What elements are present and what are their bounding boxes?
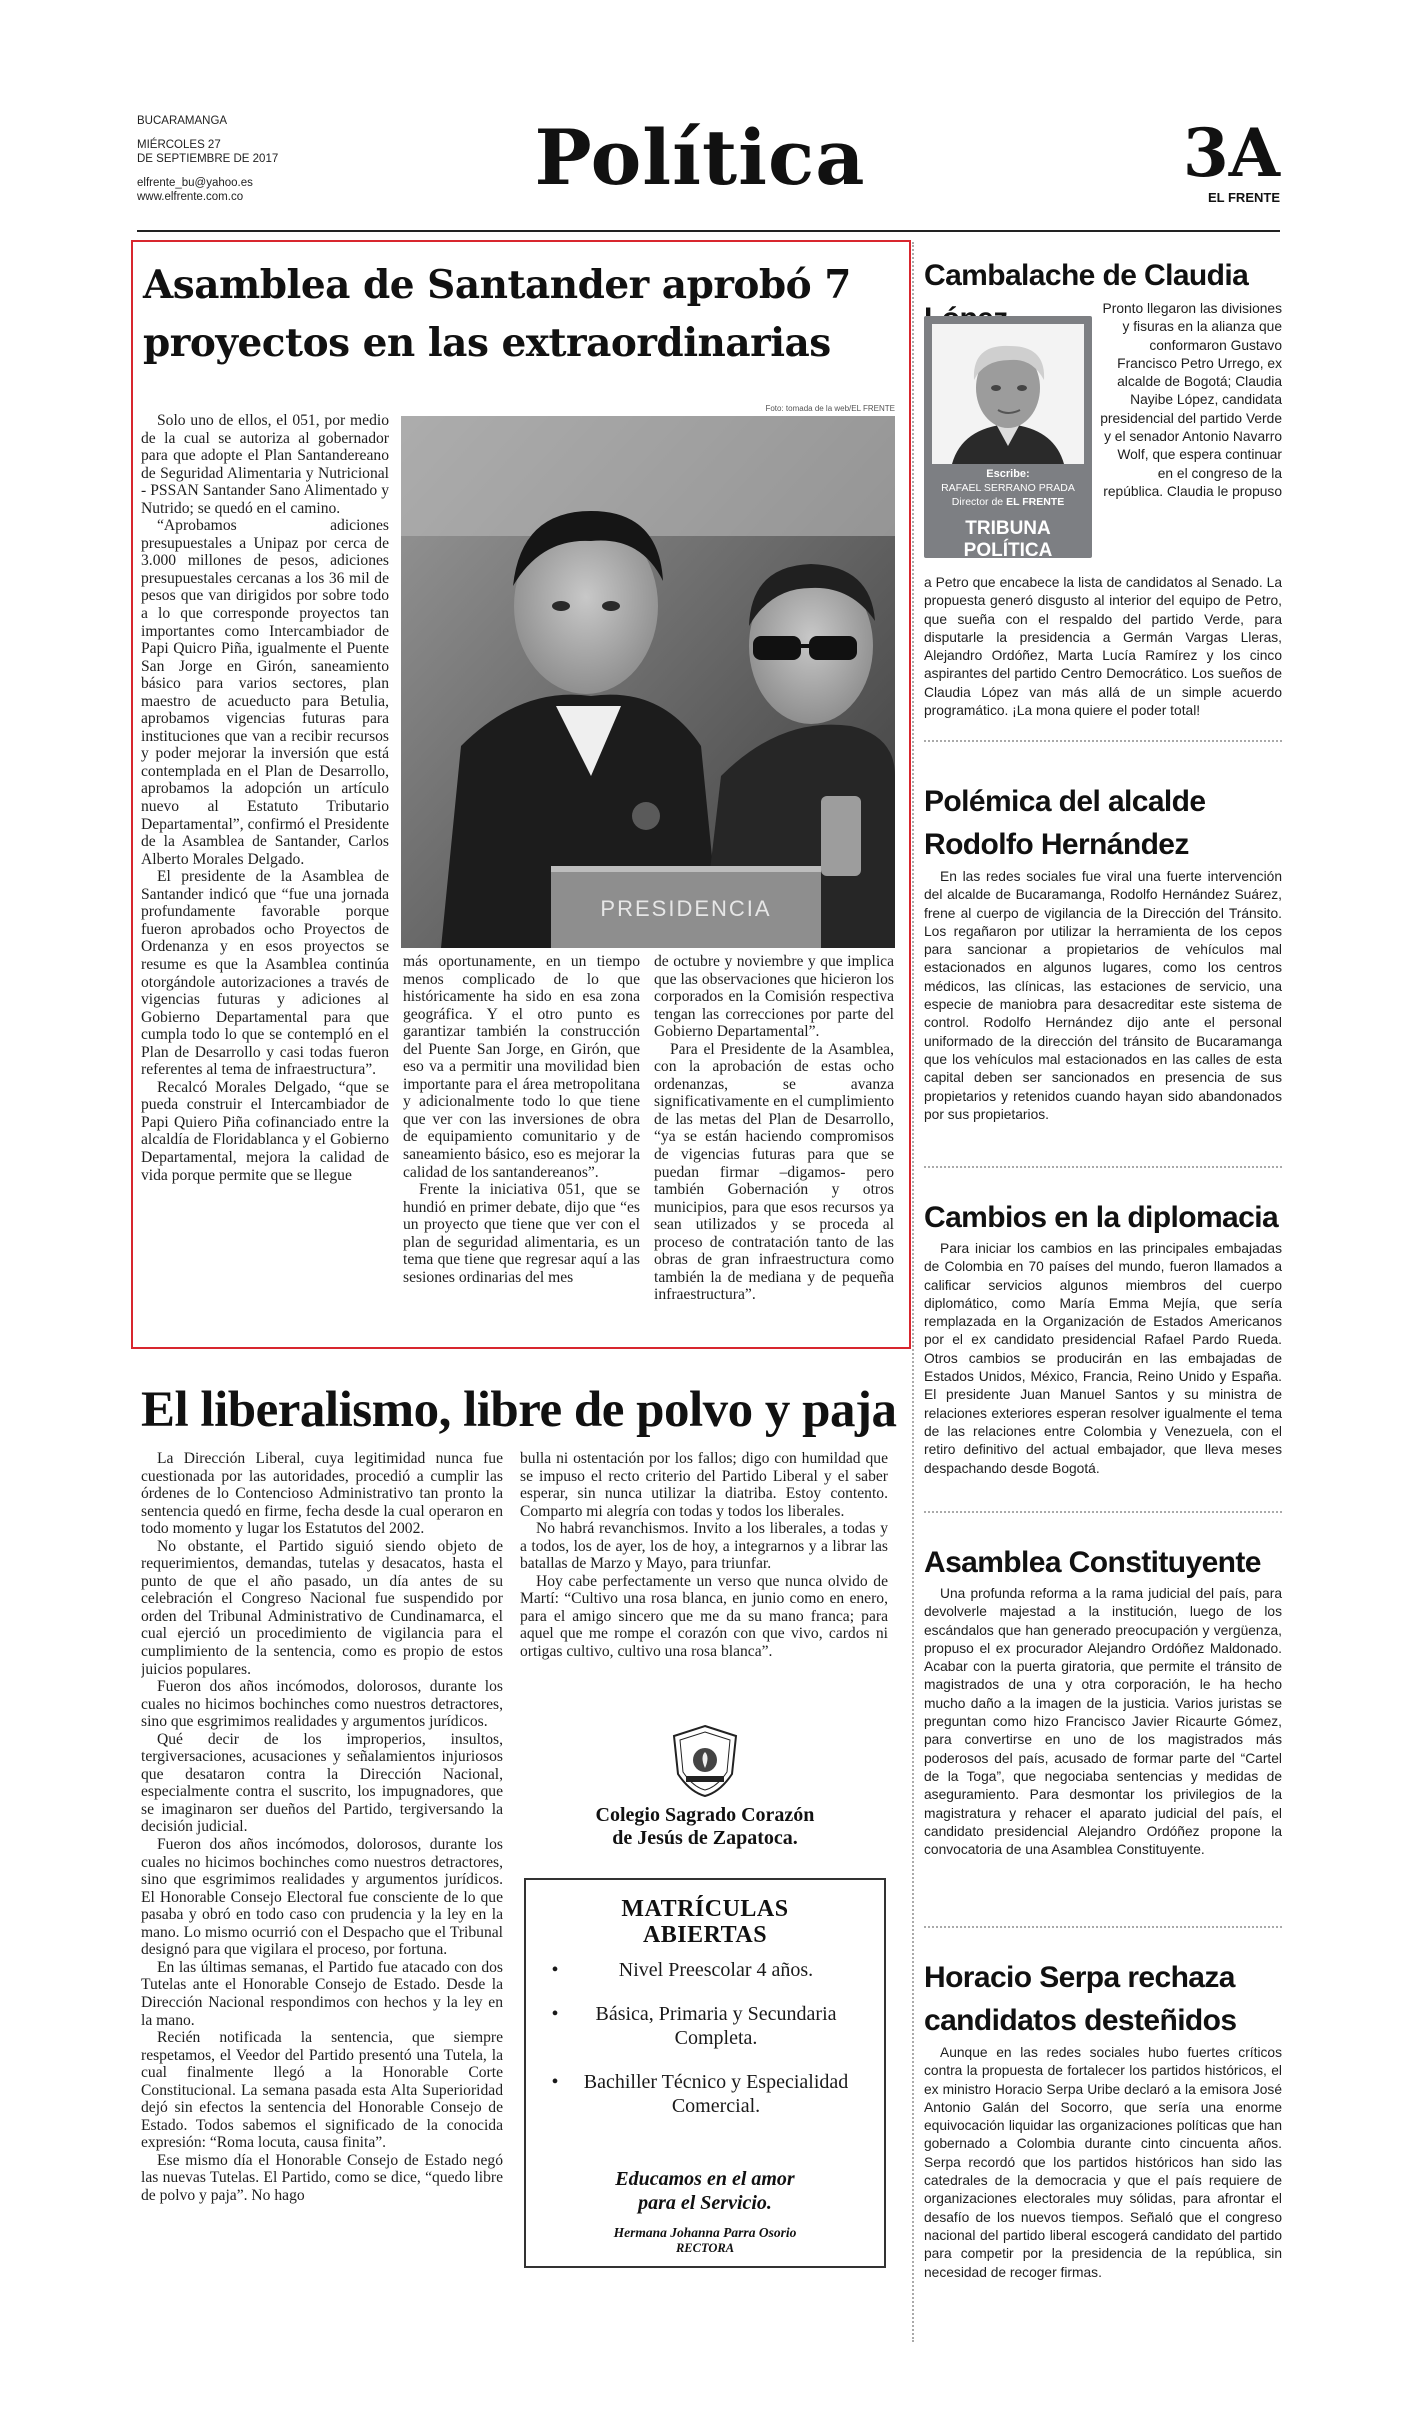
section-divider bbox=[924, 1511, 1282, 1513]
paragraph: Hoy cabe perfectamente un verso que nunca olvido de Martí: “Cultivo una rosa blanca, en junio como en enero, para el amigo sincero que me da su mano franca; para aquel que me rompe el corazón con que vivo, cardos ni ortigas cultivo, cultivo una rosa blanca”. bbox=[520, 1572, 888, 1661]
main-article-column-3 bbox=[654, 953, 894, 1339]
bullet-icon: • bbox=[551, 1959, 559, 1981]
paragraph: La Dirección Liberal, cuya legitimidad nunca fue cuestionada por las autoridades, procedió a cumplir las órdenes de lo Contencioso Administrativo tan pronto la sentencia quedó en firme, fecha desde la cual operaron en todo momento y lugar los Estatutos del 2002. bbox=[141, 1450, 503, 1538]
paragraph: No obstante, el Partido siguió siendo objeto de requerimientos, demandas, tutelas y desacatos, hasta el punto de que el año pasado, un día antes de su celebración el Congreso Nacional fue suspendido por orden del Tribunal Administrativo de Cundinamarca, el cual ejerció un procedimiento de vigilancia para el cumplimiento de la sentencia, como es propio de estos juicios populares. bbox=[141, 1537, 503, 1678]
column-divider bbox=[912, 242, 914, 2342]
liberal-article-column-1 bbox=[141, 1450, 503, 2334]
tribuna-author: RAFAEL SERRANO PRADA bbox=[941, 482, 1075, 494]
tribuna-politica-box bbox=[924, 316, 1092, 558]
ad-title: MATRÍCULAS ABIERTAS bbox=[621, 1896, 789, 1948]
polemica-body: En las redes sociales fue viral una fuerte intervención del alcalde de Bucaramanga, Rodolfo Hernández Suárez, frene al cuerpo de vigilancia de la Dirección del Tránsito. Los regañaron por utilizar la herramienta de los cepos para sancionar a propietarios de vehículos mal estacionados en algunos lugares, como los centros médicos, las clínicas, las estaciones de servicio, una especie de maniobra para desacreditar este sistema de control. Rodolfo Hernández dijo ante el personal uniformado de la dirección del tránsito de Bucaramanga que los vehículos mal estacionados en las calles de esta capital deben ser sancionados en presencia de sus propietarios y retenidos cuando hayan sido abandonados por sus propietarios. bbox=[924, 869, 1282, 1122]
masthead-website[interactable]: www.elfrente.com.co bbox=[137, 191, 244, 203]
list-item: • Nivel Preescolar 4 años. bbox=[544, 1958, 866, 1982]
paragraph: Fueron dos años incómodos, dolorosos, durante los cuales no hicimos bochinches como nuestros detractores, sino que esgrimimos realidades y argumentos jurídicos. El Honorable Consejo Electoral fue consciente de lo que pasaba y obró en todo caso con prudencia y la ley en la mano. Lo mismo ocurrió con el Despacho que el Tribunal designó para que vigilara el proceso, por fortuna. bbox=[141, 1836, 503, 1959]
diplomacia-headline: Cambios en la diplomacia bbox=[924, 1201, 1279, 1234]
ad-signer-role: RECTORA bbox=[675, 2241, 735, 2255]
cambalache-body-side: Pronto llegaron las divisiones y fisuras en la alianza que conformaron Gustavo Francisco Petro Urrego, ex alcalde de Bogotá; Claudia Nayibe López, candidata presidencial del partido Verde y el senador Antonio Navarro Wolf, que espera continuar en el congreso de la república. Claudia le propuso bbox=[1100, 301, 1282, 499]
paragraph: Qué decir de los improperios, insultos, tergiversaciones, acusaciones y señalamientos injuriosos que desataron contra la Dirección Nacional, especialmente contra el suscrito, los impugnadores, que se imaginaron ser dueños del Partido, tergiversando la decisión judicial. bbox=[141, 1730, 503, 1836]
main-article-column-2 bbox=[403, 953, 640, 1339]
masthead-city: BUCARAMANGA bbox=[137, 115, 228, 127]
paragraph: Frente la iniciativa 051, que se hundió en primer debate, dijo que “es un proyecto que tiene que ver con el plan de seguridad alimentaria, es un tema que tiene que regresar aquí a las sesiones ordinarias del mes bbox=[403, 1181, 640, 1286]
paragraph: Fueron dos años incómodos, dolorosos, durante los cuales no hicimos bochinches como nuestros detractores, sino que esgrimimos realidades y argumentos jurídicos. bbox=[141, 1678, 503, 1731]
ad-motto: Educamos en el amor para el Servicio. bbox=[615, 2168, 795, 2214]
diplomacia-body: Para iniciar los cambios en las principales embajadas de Colombia en 70 países del mundo, fueron llamados a calificar servicios algunos miembros del cuerpo diplomático, como María Emma Mejía, que sería remplazada en la Organización de Estados Americanos por el ex candidato presidencial Rafael Pardo Rueda. Otros cambios se producirán en las embajadas de Estados Unidos, México, Francia, Reino Unido y España. El presidente Juan Manuel Santos y su ministra de relaciones exteriores esperan resolver igualmente el tema de las relaciones entre Colombia y Venezuela, con el retiro definitivo del actual embajador, que lleva meses despachando desde Bogotá. bbox=[924, 1241, 1282, 1476]
paragraph: Recién notificada la sentencia, que siempre respetamos, el Veedor del Partido presentó una Tutela, la cual finalmente llegó a la Honorable Corte Constitucional. La semana pasada esta Alta Superioridad dejó sin efectos la sentencia del Honorable Consejo de Estado. Todos sabemos el significado de la conocida expresión: “Roma locuta, causa finita”. bbox=[141, 2029, 503, 2152]
constituyente-body: Una profunda reforma a la rama judicial del país, para devolverle majestad a la institución, luego de los escándalos que han generado preocupación y vergüenza, propuso el ex procurador Alejandro Ordóñez Maldonado. Acabar con la puerta giratoria, que permite el tránsito de magistrados de una y otra corporación, le ha hecho mucho daño a la imagen de la justicia. Varios juristas se preguntan como hizo Francisco Javier Ricaurte Gómez, para convertirse en uno de los magistrados más poderosos del país, acusado de formar parte del “Cartel de la Toga”, que negociaba sentencias y medidas de aseguramiento. Para desmontar los privilegios de la magistratura y rehacer el aparato judicial del país, el candidato presidencial Alejandro Ordóñez propone la convocatoria de una Asamblea Constituyente. bbox=[924, 1586, 1282, 1858]
paragraph: Ese mismo día el Honorable Consejo de Estado negó las nuevas Tutelas. El Partido, como se dice, “quedo libre de polvo y paja”. No hago bbox=[141, 2151, 503, 2204]
cambalache-body: a Petro que encabece la lista de candidatos al Senado. La propuesta generó disgusto al interior del equipo de Petro, que sueña con el respaldo del partido Verde, para disputarle la presidencia a Germán Vargas Lleras, Alejandro Ordóñez, Marta Lucía Ramírez y los cinco aspirantes del partido Centro Democrático. Los sueños de Claudia López van más allá de un simple acuerdo programático. ¡La mona quiere el poder total! bbox=[924, 575, 1282, 719]
school-name: Colegio Sagrado Corazón de Jesús de Zapatoca. bbox=[595, 1804, 815, 1849]
main-article-headline: Asamblea de Santander aprobó 7 proyectos en las extraordinarias bbox=[143, 262, 851, 366]
school-seal-icon bbox=[670, 1724, 740, 1798]
masthead-rule bbox=[137, 230, 1280, 232]
paragraph: más oportunamente, en un tiempo menos complicado de lo que históricamente ha sido en esa zona geográfica. Y el otro punto es garantizar también la construcción del Puente San Jorge, en Girón, que eso va a permitir una movilidad bien importante para el área metropolitana y adicionalmente todo lo que tiene que ver con las inversiones de obra de equipamiento comunitario y de saneamiento básico, eso es mejorar la calidad de los santandereanos”. bbox=[403, 953, 640, 1181]
photo-desk-sign: PRESIDENCIA bbox=[600, 896, 772, 921]
polemica-headline: Polémica del alcalde Rodolfo Hernández bbox=[924, 785, 1206, 861]
paragraph: Para el Presidente de la Asamblea, con la aprobación de estas ocho ordenanzas, se avanza significativamente en el cumplimiento de las metas del Plan de Desarrollo, “ya se están haciendo compromisos de vigencias futuras para que se puedan firmar –digamos- pero también Gobernación y otros municipios, para que esos recursos ya sean utilizados y se proceda al proceso de contratación tanto de las obras de gran infraestructura como también la de mediana y de pequeña infraestructura”. bbox=[654, 1040, 894, 1304]
section-divider bbox=[924, 1926, 1282, 1928]
section-divider bbox=[924, 1166, 1282, 1168]
paragraph: No habrá revanchismos. Invito a los liberales, a todas y a todos, los de ayer, los de hoy, a integrarnos y a librar las batallas de Marzo y Mayo, para triunfar. bbox=[520, 1520, 888, 1573]
ad-signer: Hermana Johanna Parra Osorio bbox=[613, 2225, 797, 2240]
paragraph: Recalcó Morales Delgado, “que se pueda construir el Intercambiador de Papi Quiero Piña cofinanciado entre la alcaldía de Floridablanca y el Gobierno Departamental, mejora la calidad de vida porque permite que se llegue bbox=[141, 1078, 389, 1184]
paragraph: “Aprobamos adiciones presupuestales a Unipaz por cerca de 3.000 millones de pesos, adiciones presupuestales cercanas a los 36 mil de pesos que van dirigidos por sobre todo a lo que corresponde proyectos tan importantes como Intercambiador de Papi Quicro Piña, igualmente el Puente San Jorge en Girón, saneamiento básico para varios sectores, plan maestro de acueducto para Betulia, aprobamos vigencias futuras para instituciones que van a recibir recursos y poder mejorar la inversión que está contemplada en el Plan de Desarrollo, aprobamos la adopción un artículo nuevo al Estatuto Tributario Departamental”, confirmó el Presidente de la Asamblea de Santander, Carlos Alberto Morales Delgado. bbox=[141, 517, 389, 868]
author-photo bbox=[932, 324, 1084, 464]
constituyente-headline: Asamblea Constituyente bbox=[924, 1546, 1261, 1579]
liberal-article-column-2 bbox=[520, 1450, 888, 1705]
tribuna-section-title: TRIBUNA POLÍTICA bbox=[963, 518, 1053, 558]
cambalache-headline: Cambalache de Claudia bbox=[924, 259, 1249, 292]
masthead-date-line2: DE SEPTIEMBRE DE 2017 bbox=[137, 153, 279, 165]
article-photo bbox=[401, 416, 895, 948]
two-men-photo-icon bbox=[401, 416, 895, 948]
tribuna-role: Director de EL FRENTE bbox=[951, 496, 1065, 508]
section-divider bbox=[924, 740, 1282, 742]
school-advertisement bbox=[520, 1720, 890, 2340]
bullet-icon: • bbox=[551, 2003, 559, 2025]
main-article-column-1 bbox=[141, 412, 389, 1342]
serpa-headline: Horacio Serpa rechaza candidatos desteñidos bbox=[924, 1961, 1237, 2037]
serpa-body: Aunque en las redes sociales hubo fuertes críticos contra la propuesta de fortalecer los partidos históricos, el ex ministro Horacio Serpa Uribe declaró a la emisora José Antonio Galán del Socorro, que sería una enorme equivocación liquidar las organizaciones políticas que han gobernado a Colombia durante cinto cincuenta años. Serpa recordó que los partidos históricos han sido las catedrales de la democracia y que el país requiere de organizaciones electorales muy sólidas, para afrontar el desafío de los nuevos tiempos. Señaló que el congreso nacional del partido liberal escogerá candidato del partido para competir por la presidencia de la república, sin necesidad de recoger firmas. bbox=[924, 2045, 1282, 2280]
paragraph: En las últimas semanas, el Partido fue atacado con dos Tutelas ante el Honorable Consejo de Estado. Desde la Dirección Nacional respondimos con hechos y la ley en la mano. bbox=[141, 1958, 503, 2029]
paragraph: de octubre y noviembre y que implica que las observaciones que hicieron los corporados en la Comisión respectiva tengan las correcciones por parte del Gobierno Departamental”. bbox=[654, 953, 894, 1041]
paragraph: bulla ni ostentación por los fallos; digo con humildad que se impuso el recto criterio del Partido Liberal y el saber esperar, sin nunca utilizar la diatriba. Estoy contento. Comparto mi alegría con todas y todos los liberales. bbox=[520, 1450, 888, 1520]
ad-offer-list bbox=[544, 1958, 866, 2138]
list-item: • Bachiller Técnico y Especialidad Comercial. bbox=[544, 2070, 866, 2118]
photo-credit: Foto: tomada de la web/EL FRENTE bbox=[765, 404, 895, 413]
paragraph: Solo uno de ellos, el 051, por medio de la cual se autoriza al gobernador para que adopte el Plan Santandereano de Seguridad Alimentaria y Nutricional - PSSAN Santander Sano Alimentado y Nutrido; se quedó en el camino. bbox=[141, 412, 389, 517]
paragraph: El presidente de la Asamblea de Santander indicó que “fue una jornada profundamente favorable porque fueron aprobados ocho Proyectos de Ordenanza y en esos proyectos se resume es que la Asamblea continúa otorgándole autorizaciones a través de vigencias futuras y adiciones al Gobierno Departamental para que cumpla todo lo que se contempló en el Plan de Desarrollo y casi todas fueron referentes al tema de infraestructura”. bbox=[141, 868, 389, 1079]
section-title: Política bbox=[534, 113, 866, 202]
liberal-article-headline: El liberalismo, libre de polvo y paja bbox=[141, 1382, 897, 1438]
masthead-date-line1: MIÉRCOLES 27 bbox=[137, 139, 221, 151]
page-number: 3A bbox=[1182, 114, 1280, 192]
newspaper-name: EL FRENTE bbox=[1208, 190, 1280, 205]
bullet-icon: • bbox=[551, 2071, 559, 2093]
masthead-info bbox=[137, 114, 397, 204]
tribuna-escribe: Escribe: bbox=[986, 468, 1030, 480]
list-item: • Básica, Primaria y Secundaria Completa. bbox=[544, 2002, 866, 2050]
author-portrait-icon bbox=[932, 324, 1084, 464]
masthead-email[interactable]: elfrente_bu@yahoo.es bbox=[137, 177, 253, 189]
